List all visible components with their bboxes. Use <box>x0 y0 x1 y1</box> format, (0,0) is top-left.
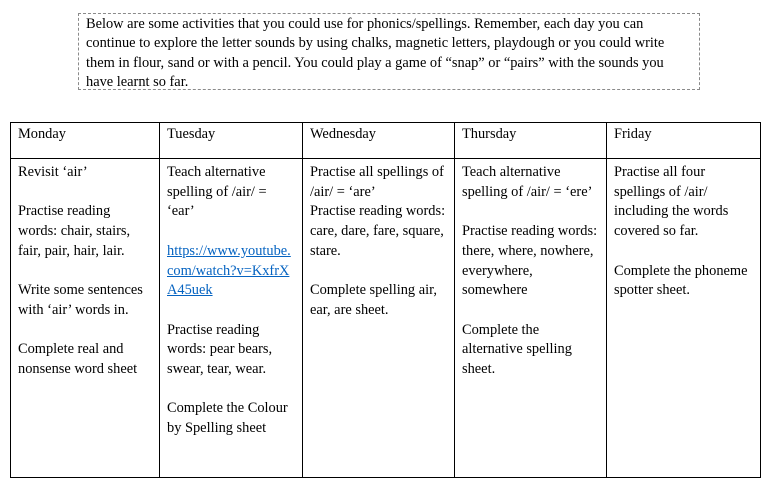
header-monday: Monday <box>11 123 160 159</box>
tuesday-cell <box>160 159 303 478</box>
tuesday-reading: Practise reading words: pear bears, swear, tear, wear. <box>167 321 273 377</box>
wednesday-practise: Practise all spellings of /air/ = ‘are’ <box>310 164 444 200</box>
tuesday-sheet: Complete the Colour by Spelling sheet <box>167 400 288 437</box>
tuesday-teach: Teach alternative spelling of /air/ = ‘ear’ <box>167 164 267 220</box>
header-friday: Friday <box>607 123 761 159</box>
friday-cell <box>607 159 761 478</box>
intro-text-box <box>78 13 700 90</box>
friday-practise: Practise all four spellings of /air/ including the words covered so far. <box>614 164 729 240</box>
intro-text: Below are some activities that you could use for phonics/spellings. Remember, each day you can continue to explore the letter sounds by using chalks, magnetic letters, playdough or you could write them in flour, sand or with a pencil. You could play a game of “snap” or “pairs” with the sounds you have learnt so far. <box>86 16 665 90</box>
friday-sheet: Complete the phoneme spotter sheet. <box>614 262 748 299</box>
thursday-reading: Practise reading words: there, where, nowhere, everywhere, somewhere <box>462 223 598 299</box>
youtube-video-link[interactable]: https://www.youtube.com/watch?v=KxfrXA45uek <box>167 242 291 299</box>
header-wednesday: Wednesday <box>303 123 455 159</box>
thursday-cell <box>455 159 607 478</box>
weekly-activity-table <box>10 122 761 478</box>
monday-reading: Practise reading words: chair, stairs, fair, pair, hair, lair. <box>18 203 131 259</box>
table-header-row <box>11 123 761 159</box>
wednesday-reading: Practise reading words: care, dare, fare, square, stare. <box>310 203 446 259</box>
monday-cell <box>11 159 160 478</box>
wednesday-cell <box>303 159 455 478</box>
thursday-sheet: Complete the alternative spelling sheet. <box>462 321 572 377</box>
monday-writing: Write some sentences with ‘air’ words in. <box>18 282 143 318</box>
header-thursday: Thursday <box>455 123 607 159</box>
header-tuesday: Tuesday <box>160 123 303 159</box>
table-row <box>11 159 761 478</box>
thursday-teach: Teach alternative spelling of /air/ = ‘ere’ <box>462 164 593 200</box>
wednesday-sheet: Complete spelling air, ear, are sheet. <box>310 282 437 318</box>
monday-sheet: Complete real and nonsense word sheet <box>18 341 138 377</box>
monday-revisit: Revisit ‘air’ <box>18 164 88 180</box>
